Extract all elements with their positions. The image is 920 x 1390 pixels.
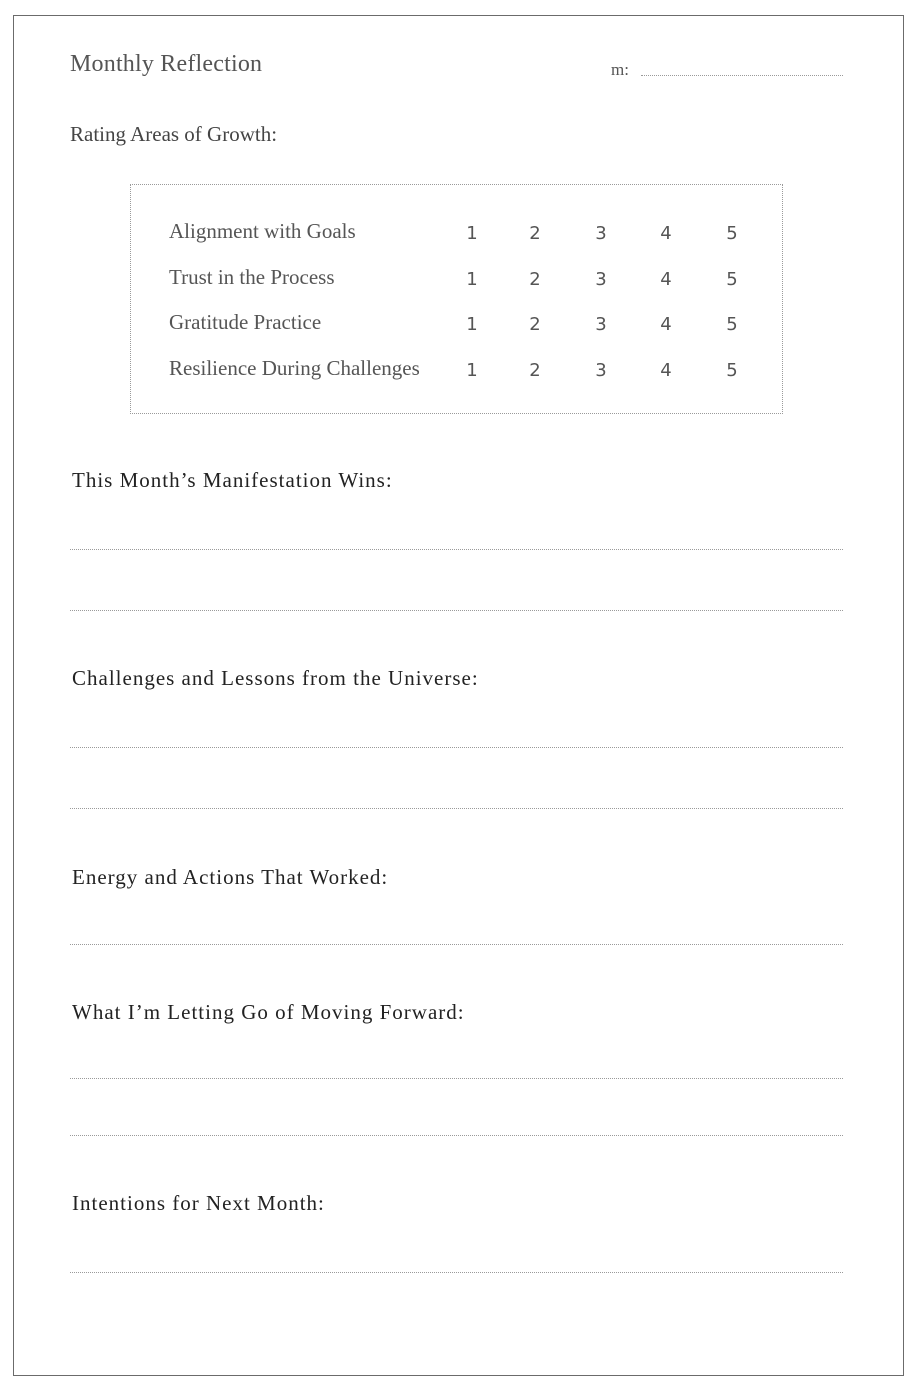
section-heading-energy: Energy and Actions That Worked: (72, 865, 389, 889)
rating-option-4[interactable]: 4 (660, 269, 672, 290)
section-heading-intentions: Intentions for Next Month: (72, 1191, 325, 1215)
rating-option-2[interactable]: 2 (529, 269, 541, 290)
rating-option-3[interactable]: 3 (595, 223, 607, 244)
rating-row-gratitude (131, 310, 782, 340)
intentions-writing-line[interactable] (70, 1272, 843, 1273)
challenges-writing-line[interactable] (70, 808, 843, 809)
section-heading-letting-go: What I’m Letting Go of Moving Forward: (72, 1000, 465, 1024)
section-heading-challenges: Challenges and Lessons from the Universe: (72, 666, 479, 690)
energy-writing-line[interactable] (70, 944, 843, 945)
letting-go-writing-line[interactable] (70, 1078, 843, 1079)
rating-option-4[interactable]: 4 (660, 314, 672, 335)
rating-label: Trust in the Process (169, 265, 335, 289)
letting-go-writing-line[interactable] (70, 1135, 843, 1136)
rating-option-2[interactable]: 2 (529, 223, 541, 244)
rating-option-1[interactable]: 1 (466, 269, 478, 290)
rating-box (130, 184, 783, 414)
wins-writing-line[interactable] (70, 549, 843, 550)
rating-option-5[interactable]: 5 (726, 269, 738, 290)
section-heading-wins: This Month’s Manifestation Wins: (72, 468, 393, 492)
rating-option-5[interactable]: 5 (726, 360, 738, 381)
rating-label: Gratitude Practice (169, 310, 322, 334)
rating-option-5[interactable]: 5 (726, 223, 738, 244)
rating-option-1[interactable]: 1 (466, 360, 478, 381)
rating-option-3[interactable]: 3 (595, 314, 607, 335)
rating-option-5[interactable]: 5 (726, 314, 738, 335)
rating-option-3[interactable]: 3 (595, 360, 607, 381)
rating-option-4[interactable]: 4 (660, 223, 672, 244)
rating-row-alignment (131, 219, 782, 249)
month-field-line[interactable] (641, 75, 843, 76)
challenges-writing-line[interactable] (70, 747, 843, 748)
rating-row-trust (131, 265, 782, 295)
rating-label: Resilience During Challenges (169, 356, 420, 380)
rating-label: Alignment with Goals (169, 219, 356, 243)
wins-writing-line[interactable] (70, 610, 843, 611)
rating-option-3[interactable]: 3 (595, 269, 607, 290)
rating-heading: Rating Areas of Growth: (70, 122, 278, 146)
rating-option-1[interactable]: 1 (466, 223, 478, 244)
rating-option-1[interactable]: 1 (466, 314, 478, 335)
rating-option-2[interactable]: 2 (529, 360, 541, 381)
rating-option-4[interactable]: 4 (660, 360, 672, 381)
rating-row-resilience (131, 356, 782, 386)
rating-option-2[interactable]: 2 (529, 314, 541, 335)
page-title: Monthly Reflection (70, 51, 263, 77)
month-label: m: (611, 60, 629, 79)
